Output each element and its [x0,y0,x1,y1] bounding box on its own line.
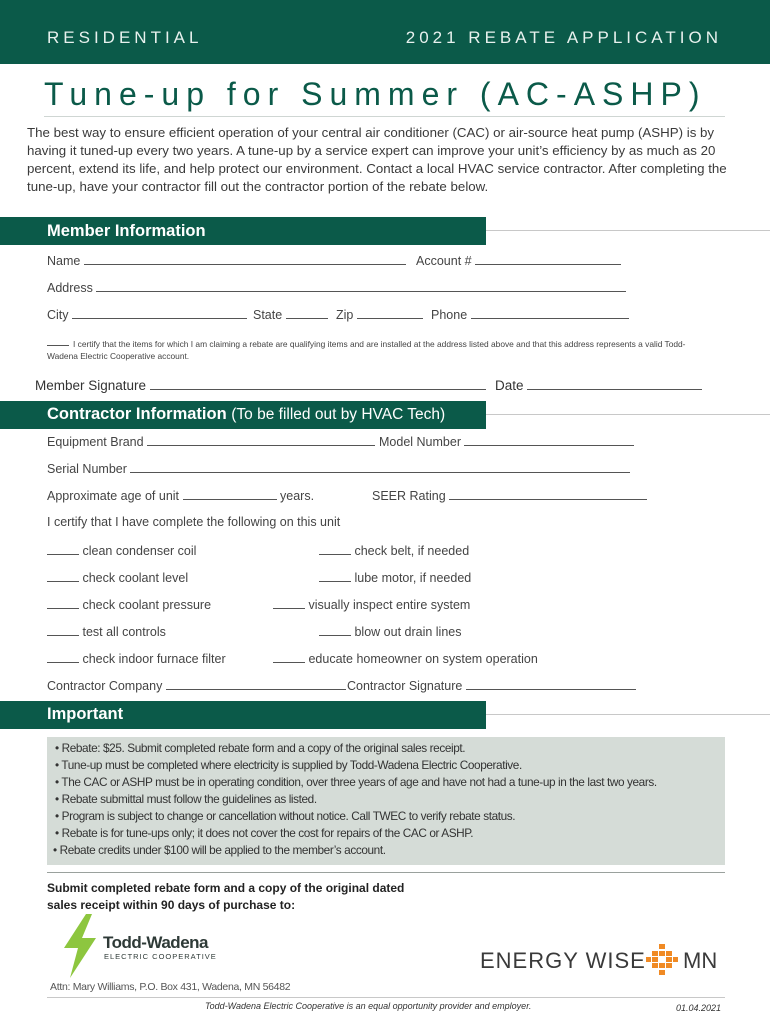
check-blank [47,624,79,636]
account-field[interactable] [416,253,621,268]
model-number-label: Model Number [379,435,461,449]
state-field[interactable] [253,307,328,322]
check-item[interactable] [319,543,469,558]
check-item[interactable] [47,597,211,612]
submit-instructions [47,880,404,914]
city-field[interactable] [47,307,247,322]
check-item[interactable] [273,597,470,612]
important-item: • The CAC or ASHP must be in operating condition, over three years of age and have not had a tune-up in the last two years. [55,775,657,789]
equipment-brand-line [147,434,375,446]
model-number-field[interactable] [379,434,634,449]
check-label: educate homeowner on system operation [308,652,538,666]
check-label: check indoor furnace filter [82,652,226,666]
energy-grid-icon [646,943,678,975]
cooperative-logo-name: Todd-Wadena [103,933,208,952]
address-field[interactable] [47,280,626,295]
contractor-signature-label: Contractor Signature [347,679,463,693]
unit-age-years: years. [280,489,315,503]
check-label: check belt, if needed [354,544,470,558]
phone-label: Phone [431,308,468,322]
check-label: blow out drain lines [354,625,462,639]
contractor-heading-sub: (To be filled out by HVAC Tech) [231,406,446,423]
seer-rating-label: SEER Rating [372,489,446,503]
check-blank [273,597,305,609]
check-label: check coolant pressure [82,598,212,612]
important-section-heading: Important [47,705,124,723]
important-item: • Rebate is for tune-ups only; it does not cover the cost for repairs of the CAC or ASHP. [55,826,474,840]
check-blank [319,624,351,636]
unit-age-label: Approximate age of unit [47,489,180,503]
check-label: test all controls [82,625,166,639]
contractor-company-label: Contractor Company [47,679,163,693]
page-title: Tune-up for Summer (AC-ASHP) [44,76,707,112]
zip-field[interactable] [336,307,423,322]
phone-field[interactable] [431,307,629,322]
serial-number-field[interactable] [47,461,630,476]
check-label: clean condenser coil [82,544,197,558]
check-label: lube motor, if needed [354,571,472,585]
check-blank [47,543,79,555]
name-field[interactable] [47,253,406,268]
revision-date: 01.04.2021 [676,1003,722,1013]
unit-age-line [183,488,277,500]
city-line [72,307,247,319]
important-item: • Tune-up must be completed where electricity is supplied by Todd-Wadena Electric Cooperative. [55,758,522,772]
header-program: 2021 REBATE APPLICATION [405,28,722,47]
seer-rating-line [449,488,647,500]
contractor-signature-line [466,678,636,690]
check-blank [47,597,79,609]
contractor-signature-field[interactable] [347,678,636,693]
equal-opportunity-statement: Todd-Wadena Electric Cooperative is an equal opportunity provider and employer. [205,1001,532,1011]
header-category: RESIDENTIAL [47,28,203,47]
energy-wise-logo-text: ENERGY WISE [480,948,646,973]
check-label: check coolant level [82,571,189,585]
member-signature-line [150,378,486,390]
contractor-company-line [166,678,346,690]
check-item[interactable] [319,624,462,639]
check-item[interactable] [47,543,196,558]
member-signature-label: Member Signature [35,378,147,393]
lightning-bolt-icon [58,914,100,978]
contractor-section-heading [47,405,445,424]
account-label: Account # [416,254,472,268]
phone-line [471,307,629,319]
energy-wise-logo-mn: MN [683,948,718,973]
member-certify-label: I certify that the items for which I am claiming a rebate are qualifying items and are installed at the address listed above and that this address represents a valid Todd-Wadena Electric Cooperative account. [47,339,686,361]
city-label: City [47,308,69,322]
member-certify-text [47,338,707,362]
seer-rating-field[interactable] [372,488,647,503]
check-label: visually inspect entire system [308,598,471,612]
equipment-brand-field[interactable] [47,434,375,449]
check-item[interactable] [47,570,188,585]
intro-paragraph: The best way to ensure efficient operation of your central air conditioner (CAC) or air-source heat pump (ASHP) is by having it tuned-up every two years. A tune-up by a service expert can improve your unit’s efficiency by as much as 20 percent, extend its life, and help protect our environment. Contact a local HVAC service contractor. After completing the tune-up, have your contractor fill out the contractor portion of the rebate below. [27,125,727,194]
important-bottom-rule [47,872,725,873]
important-item: • Rebate credits under $100 will be applied to the member’s account. [53,843,386,857]
equipment-brand-label: Equipment Brand [47,435,144,449]
unit-age-field[interactable] [47,488,314,503]
model-number-line [464,434,634,446]
check-blank [47,651,79,663]
cooperative-logo-subtitle: ELECTRIC COOPERATIVE [104,952,217,961]
zip-label: Zip [336,308,354,322]
contractor-company-field[interactable] [47,678,346,693]
member-date-label: Date [495,378,524,393]
state-line [286,307,328,319]
address-label: Address [47,281,93,295]
member-signature-field[interactable] [35,378,486,393]
contractor-heading-main: Contractor Information [47,405,227,423]
important-item: • Program is subject to change or cancellation without notice. Call TWEC to verify rebate status. [55,809,516,823]
important-item: • Rebate: $25. Submit completed rebate form and a copy of the original sales receipt. [55,741,466,755]
check-blank [319,543,351,555]
mailing-address: Attn: Mary Williams, P.O. Box 431, Wadena, MN 56482 [50,981,291,993]
zip-line [357,307,423,319]
submit-line-1: Submit completed rebate form and a copy of the original dated [47,881,405,895]
member-date-line [527,378,702,390]
state-label: State [253,308,283,322]
title-rule [44,116,725,117]
address-line [96,280,626,292]
serial-number-label: Serial Number [47,462,127,476]
member-section-heading: Member Information [47,222,206,240]
member-date-field[interactable] [495,378,702,393]
submit-line-2: sales receipt within 90 days of purchase to: [47,898,296,912]
account-line [475,253,621,265]
check-blank [273,651,305,663]
footer-rule [47,997,725,998]
check-blank [47,570,79,582]
check-item[interactable] [47,624,166,639]
check-item[interactable] [273,651,538,666]
name-label: Name [47,254,81,268]
check-item[interactable] [47,651,226,666]
check-item[interactable] [319,570,471,585]
contractor-certify-text: I certify that I have complete the following on this unit [47,515,341,529]
important-item: • Rebate submittal must follow the guidelines as listed. [55,792,317,806]
check-blank [319,570,351,582]
serial-number-line [130,461,630,473]
important-list [53,740,657,859]
name-line [84,253,406,265]
